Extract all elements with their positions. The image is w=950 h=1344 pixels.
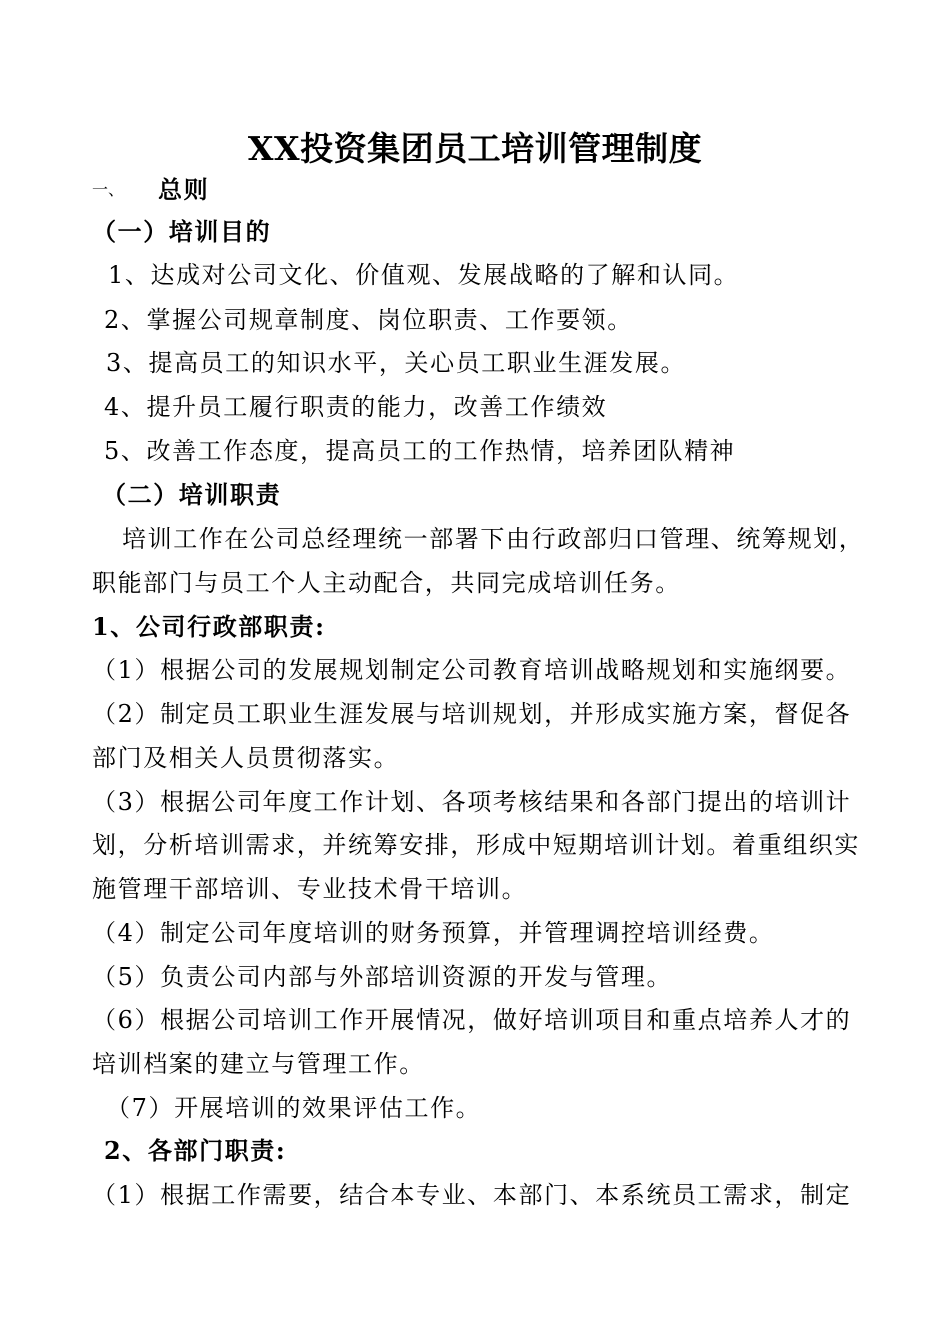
admin-duty-line: 划，分析培训需求，并统筹安排，形成中短期培训计划。着重组织实 xyxy=(92,831,860,859)
department-duty-line: （1）根据工作需要，结合本专业、本部门、本系统员工需求，制定 xyxy=(92,1181,852,1209)
section-heading-general: 总则 xyxy=(158,175,210,204)
admin-duty-line: 部门及相关人员贯彻落实。 xyxy=(92,744,400,772)
heading-training-duties: （二）培训职责 xyxy=(102,480,282,509)
duties-intro-line: 培训工作在公司总经理统一部署下由行政部归口管理、统筹规划， xyxy=(122,525,865,553)
duties-intro-line: 职能部门与员工个人主动配合，共同完成培训任务。 xyxy=(92,569,681,597)
purpose-item: 4、提升员工履行职责的能力，改善工作绩效 xyxy=(104,393,608,421)
admin-duty-line: （6）根据公司培训工作开展情况，做好培训项目和重点培养人才的 xyxy=(92,1006,852,1034)
admin-duty-line: （4）制定公司年度培训的财务预算，并管理调控培训经费。 xyxy=(92,919,775,947)
purpose-item: 3、提高员工的知识水平，关心员工职业生涯发展。 xyxy=(106,349,687,377)
admin-duty-line: （3）根据公司年度工作计划、各项考核结果和各部门提出的培训计 xyxy=(92,788,852,816)
heading-admin-duties: 1、公司行政部职责: xyxy=(92,612,326,641)
heading-department-duties: 2、各部门职责: xyxy=(104,1136,287,1165)
admin-duty-line: 施管理干部培训、专业技术骨干培训。 xyxy=(92,875,528,903)
section-number: 一、 xyxy=(92,180,125,199)
admin-duty-line: 培训档案的建立与管理工作。 xyxy=(92,1050,425,1078)
purpose-item: 5、改善工作态度，提高员工的工作热情，培养团队精神 xyxy=(104,437,736,465)
admin-duty-line: （7）开展培训的效果评估工作。 xyxy=(106,1094,482,1122)
purpose-item: 1、达成对公司文化、价值观、发展战略的了解和认同。 xyxy=(108,261,740,289)
document-title: XX投资集团员工培训管理制度 xyxy=(247,129,703,168)
admin-duty-line: （2）制定员工职业生涯发展与培训规划，并形成实施方案，督促各 xyxy=(92,700,852,728)
admin-duty-line: （1）根据公司的发展规划制定公司教育培训战略规划和实施纲要。 xyxy=(92,656,852,684)
heading-training-purpose: （一）培训目的 xyxy=(92,217,272,246)
purpose-item: 2、掌握公司规章制度、岗位职责、工作要领。 xyxy=(104,306,633,334)
admin-duty-line: （5）负责公司内部与外部培训资源的开发与管理。 xyxy=(92,963,673,991)
